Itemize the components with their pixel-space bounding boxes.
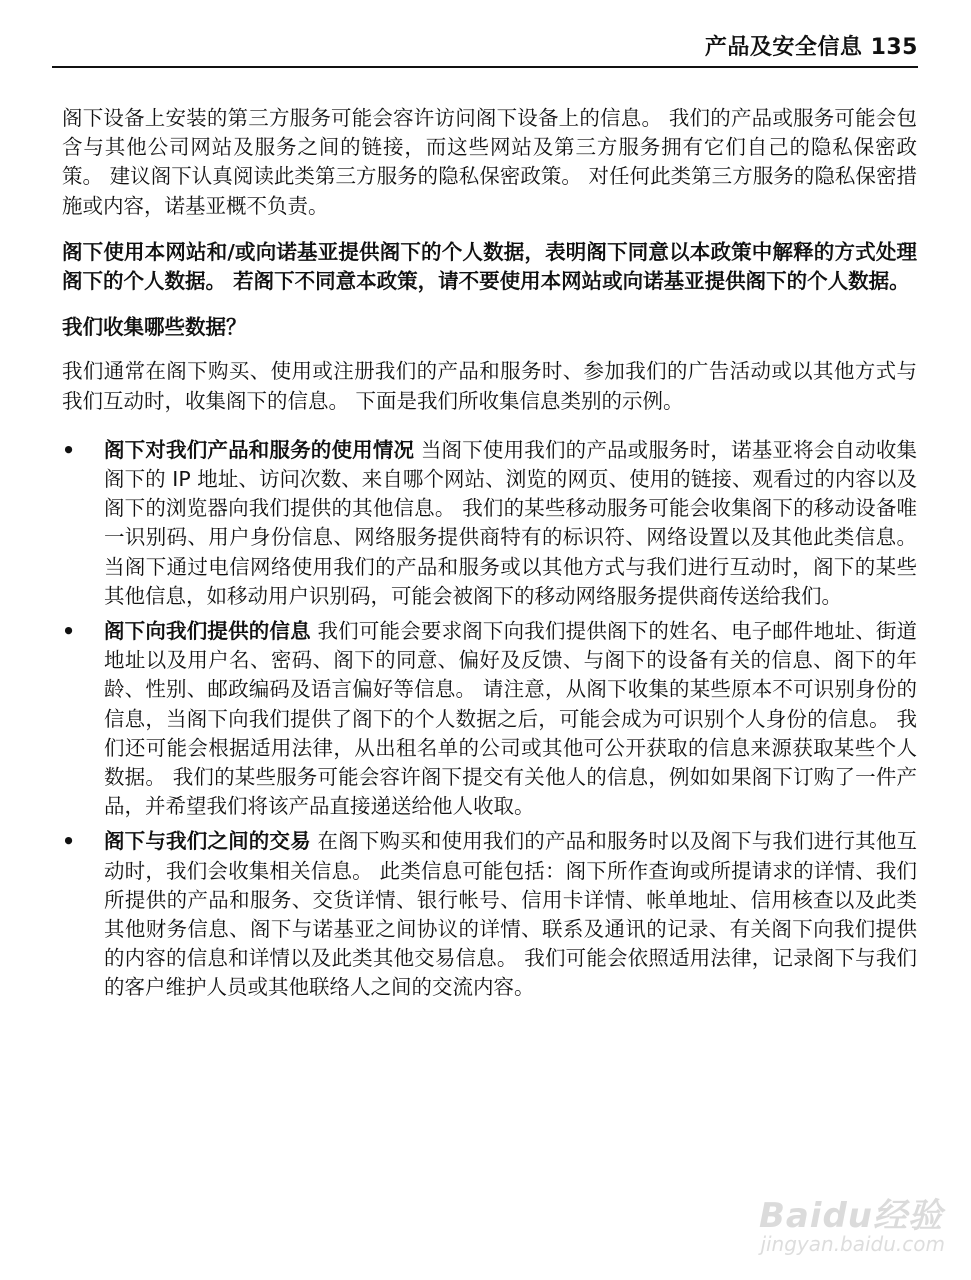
page-content: [62, 104, 917, 1009]
bullet-icon: •: [62, 619, 76, 644]
bullet-text: 我们可能会要求阁下向我们提供阁下的姓名、电子邮件地址、街道地址以及用户名、密码、阁下的同意、偏好及反馈、与阁下的设备有关的信息、阁下的年龄、性别、邮政编码及语言偏好等信息。 请注意，从阁下收集的某些原本不可识别身份的信息，当阁下向我们提供了阁下的个人数据之后，可能会成为可识别个人身份的信息。 我们还可能会根据适用法律，从出租名单的公司或其他可公开获取的信息来源获取某些个人数据。 我们的某些服务可能会容许阁下提交有关他人的信息，例如如果阁下订购了一件产品，并希望我们将该产品直接递送给他人收取。: [104, 619, 918, 819]
watermark-url: jingyan.baidu.com: [760, 1232, 945, 1256]
list-item: [62, 827, 917, 1002]
list-item: [62, 436, 917, 611]
bullet-icon: •: [62, 829, 76, 854]
bullet-term: 阁下向我们提供的信息: [104, 619, 311, 644]
section-intro: 我们通常在阁下购买、使用或注册我们的产品和服务时、参加我们的广告活动或以其他方式与我们互动时，收集阁下的信息。 下面是我们所收集信息类别的示例。: [62, 359, 917, 413]
watermark: [703, 1188, 953, 1258]
bullet-text: 在阁下购买和使用我们的产品和服务时以及阁下与我们进行其他互动时，我们会收集相关信息。 此类信息可能包括：阁下所作查询或所提请求的详情、我们所提供的产品和服务、交货详情、银行帐号、信用卡详情、帐单地址、信用核查以及此类其他财务信息、阁下与诺基亚之间协议的详情、联系及通讯的记录、有关阁下向我们提供的内容的信息和详情以及此类其他交易信息。 我们可能会依照适用法律，记录阁下与我们的客户维护人员或其他联络人之间的交流内容。: [104, 829, 918, 1000]
bullet-list: [62, 436, 917, 1003]
watermark-logo-text: Baidu经验: [758, 1196, 943, 1236]
header-title: 产品及安全信息 135: [704, 35, 918, 60]
bullet-term: 阁下对我们产品和服务的使用情况: [104, 437, 415, 462]
intro-paragraph: 阁下设备上安装的第三方服务可能会容许访问阁下设备上的信息。 我们的产品或服务可能会包含与其他公司网站及服务之间的链接，而这些网站及第三方服务拥有它们自己的隐私保密政策。 建议阁下认真阅读此类第三方服务的隐私保密政策。 对任何此类第三方服务的隐私保密措施或内容，诺基亚概不负责。: [62, 106, 917, 218]
section-heading: 我们收集哪些数据？: [62, 315, 247, 340]
bullet-text: 当阁下使用我们的产品或服务时，诺基亚将会自动收集阁下的 IP 地址、访问次数、来自哪个网站、浏览的网页、使用的链接、观看过的内容以及阁下的浏览器向我们提供的其他信息。 我们的某些移动服务可能会收集阁下的移动设备唯一识别码、用户身份信息、网络服务提供商特有的标识符、网络设置以及其他此类信息。 当阁下通过电信网络使用我们的产品和服务或以其他方式与我们进行互动时，阁下的某些其他信息，如移动用户识别码，可能会被阁下的移动网络服务提供商传送给我们。: [104, 437, 918, 608]
list-item: [62, 617, 917, 821]
bullet-icon: •: [62, 437, 76, 462]
page-header: [52, 34, 918, 68]
bullet-term: 阁下与我们之间的交易: [104, 829, 311, 854]
consent-paragraph: 阁下使用本网站和/或向诺基亚提供阁下的个人数据，表明阁下同意以本政策中解释的方式处理阁下的个人数据。 若阁下不同意本政策，请不要使用本网站或向诺基亚提供阁下的个人数据。: [62, 239, 917, 294]
